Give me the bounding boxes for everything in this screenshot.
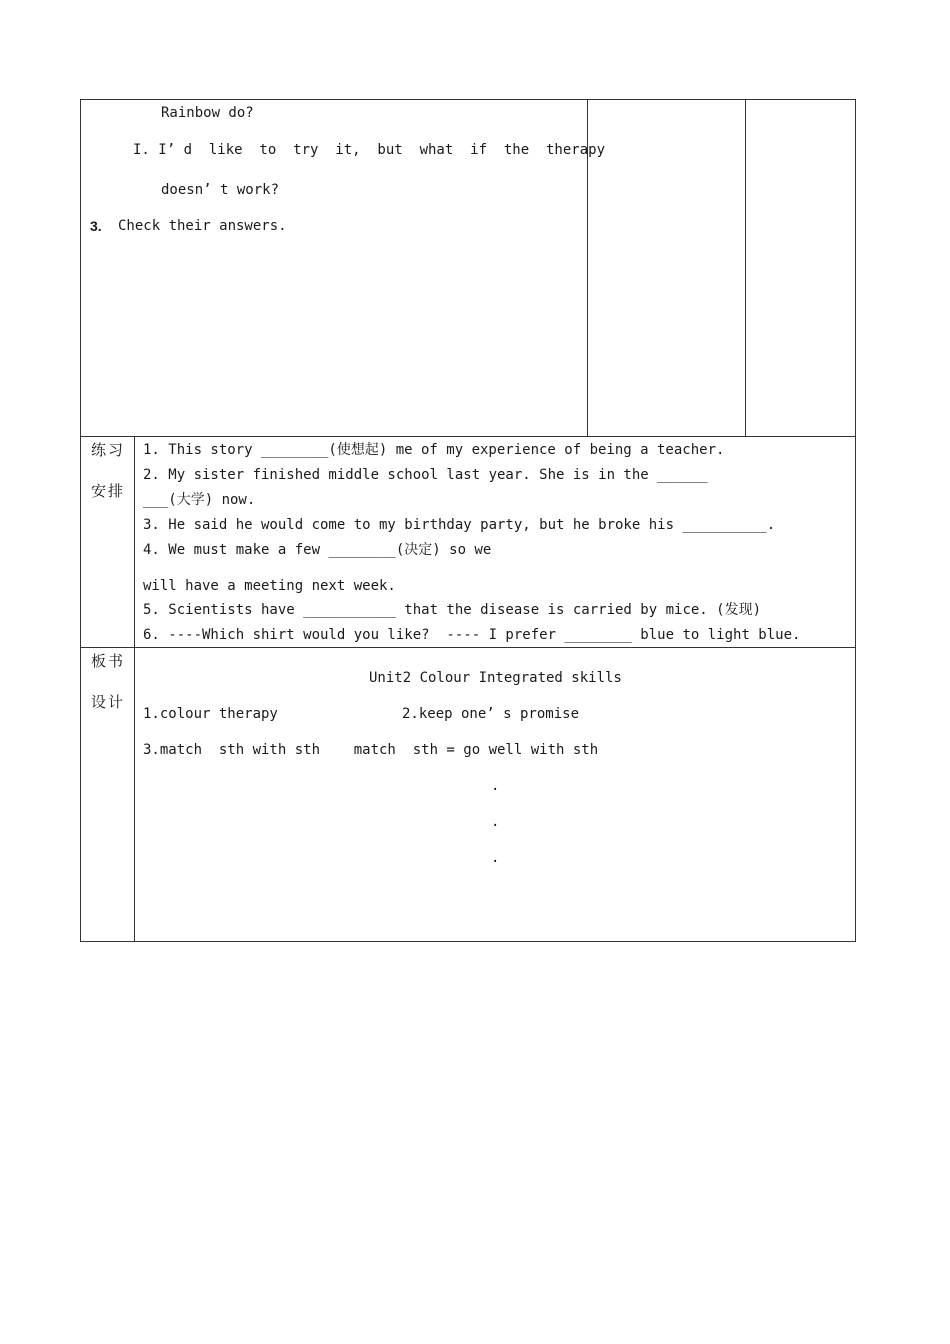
section-label: 练习 bbox=[91, 441, 126, 459]
board-point: 3.match sth with sth match sth = go well with sth bbox=[143, 742, 599, 758]
row-divider bbox=[81, 647, 856, 648]
text-line: Rainbow do? bbox=[161, 105, 254, 121]
section-label: 设计 bbox=[91, 693, 126, 711]
exercise-item: 5. Scientists have ___________ that the disease is carried by mice. (发现) bbox=[143, 602, 762, 618]
exercise-item: 2. My sister finished middle school last year. She is in the ______ bbox=[143, 467, 708, 483]
label-column-divider bbox=[134, 436, 135, 942]
step-number: 3. bbox=[90, 218, 102, 234]
section-label: 板书 bbox=[91, 652, 126, 670]
row-divider bbox=[81, 436, 856, 437]
board-point: 1.colour therapy bbox=[143, 706, 278, 722]
ellipsis-dot: . bbox=[491, 850, 500, 866]
exercise-item: 4. We must make a few ________(决定) so we bbox=[143, 542, 492, 558]
text-line: I. I’ d like to try it, but what if the therapy bbox=[133, 142, 606, 158]
text-line: doesn’ t work? bbox=[161, 182, 280, 198]
exercise-item: ___(大学) now. bbox=[143, 492, 256, 508]
exercise-item: 6. ----Which shirt would you like? ---- I prefer ________ blue to light blue. bbox=[143, 627, 801, 643]
board-point: 2.keep one’ s promise bbox=[402, 706, 580, 722]
column-divider bbox=[745, 100, 746, 437]
exercise-item: 1. This story ________(使想起) me of my experience of being a teacher. bbox=[143, 442, 725, 458]
exercise-item: 3. He said he would come to my birthday party, but he broke his __________. bbox=[143, 517, 776, 533]
board-title: Unit2 Colour Integrated skills bbox=[369, 670, 622, 686]
ellipsis-dot: . bbox=[491, 778, 500, 794]
exercise-item: will have a meeting next week. bbox=[143, 578, 396, 594]
section-label: 安排 bbox=[91, 482, 126, 500]
ellipsis-dot: . bbox=[491, 814, 500, 830]
step-text: Check their answers. bbox=[118, 218, 287, 234]
